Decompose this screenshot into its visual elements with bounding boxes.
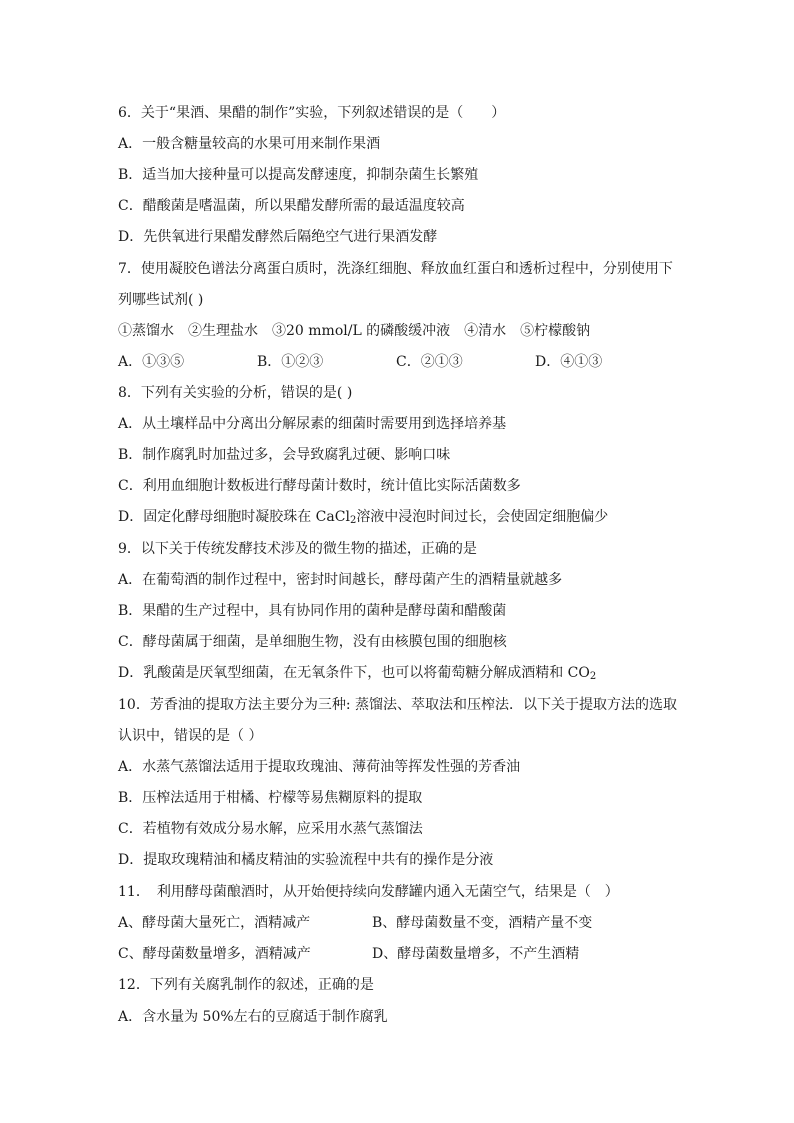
question-12-stem: 12．下列有关腐乳制作的叙述，正确的是 xyxy=(118,977,374,993)
question-7-option-c: C．②①③ xyxy=(396,354,463,370)
question-10-stem-line2: 认识中，错误的是（ ） xyxy=(118,728,263,744)
question-8-option-b: B．制作腐乳时加盐过多，会导致腐乳过硬、影响口味 xyxy=(118,447,451,463)
question-9-option-a: A．在葡萄酒的制作过程中，密封时间越长，酵母菌产生的酒精量就越多 xyxy=(118,572,563,588)
question-11-stem: 11． 利用酵母菌酿酒时，从开始便持续向发酵罐内通入无菌空气，结果是（ ） xyxy=(118,884,619,900)
question-10-stem-line1: 10．芳香油的提取方法主要分为三种: 蒸馏法、萃取法和压榨法．以下关于提取方法的选取 xyxy=(118,697,677,713)
question-11-option-b: B、酵母菌数量不变，酒精产量不变 xyxy=(372,915,593,931)
question-7-option-d: D．④①③ xyxy=(535,354,603,370)
question-7-option-a: A．①③⑤ xyxy=(118,354,185,370)
question-8-option-d xyxy=(118,507,608,527)
question-8-option-d-subscript: 2 xyxy=(349,515,357,526)
question-9-stem: 9．以下关于传统发酵技术涉及的微生物的描述，正确的是 xyxy=(118,541,477,557)
question-7-reagent-list: ①蒸馏水 ②生理盐水 ③20 mmol/L 的磷酸缓冲液 ④清水 ⑤柠檬酸钠 xyxy=(118,323,591,339)
question-10-option-c: C．若植物有效成分易水解，应采用水蒸气蒸馏法 xyxy=(118,821,423,837)
question-8-stem: 8．下列有关实验的分析，错误的是( ) xyxy=(118,385,353,401)
question-9-option-d-text: D．乳酸菌是厌氧型细菌，在无氧条件下，也可以将葡萄糖分解成酒精和 CO xyxy=(118,665,590,681)
question-6-option-d: D．先供氧进行果醋发酵然后隔绝空气进行果酒发酵 xyxy=(118,229,438,245)
question-8-option-d-text-start: D．固定化酵母细胞时凝胶珠在 CaCl xyxy=(118,509,350,525)
question-6-option-b: B．适当加大接种量可以提高发酵速度，抑制杂菌生长繁殖 xyxy=(118,167,479,183)
question-6-option-c: C．醋酸菌是嗜温菌，所以果醋发酵所需的最适温度较高 xyxy=(118,198,465,214)
question-6-option-a: A．一般含糖量较高的水果可用来制作果酒 xyxy=(118,136,381,152)
question-11-option-a: A、酵母菌大量死亡，酒精减产 xyxy=(118,915,311,931)
question-10-option-d: D．提取玫瑰精油和橘皮精油的实验流程中共有的操作是分液 xyxy=(118,852,494,868)
question-9-option-c: C．酵母菌属于细菌，是单细胞生物，没有由核膜包围的细胞核 xyxy=(118,634,507,650)
question-7-stem-line1: 7．使用凝胶色谱法分离蛋白质时，洗涤红细胞、释放血红蛋白和透析过程中，分别使用下 xyxy=(118,261,673,277)
question-8-option-a: A．从土壤样品中分离出分解尿素的细菌时需要用到选择培养基 xyxy=(118,416,507,432)
question-9-option-d-subscript: 2 xyxy=(589,671,597,682)
question-7-stem-line2: 列哪些试剂( ) xyxy=(118,292,204,308)
question-9-option-d xyxy=(118,663,596,683)
question-8-option-d-text-end: 溶液中浸泡时间过长，会使固定细胞偏少 xyxy=(356,509,609,525)
question-10-option-b: B．压榨法适用于柑橘、柠檬等易焦糊原料的提取 xyxy=(118,790,423,806)
question-8-option-c: C．利用血细胞计数板进行酵母菌计数时，统计值比实际活菌数多 xyxy=(118,478,521,494)
question-9-option-b: B．果醋的生产过程中，具有协同作用的菌种是酵母菌和醋酸菌 xyxy=(118,603,507,619)
question-7-option-b: B．①②③ xyxy=(257,354,324,370)
question-10-option-a: A．水蒸气蒸馏法适用于提取玫瑰油、薄荷油等挥发性强的芳香油 xyxy=(118,759,521,775)
question-11-option-d: D、酵母菌数量增多，不产生酒精 xyxy=(372,946,580,962)
question-6-stem: 6．关于“果酒、果醋的制作”实验，下列叙述错误的是（ ） xyxy=(118,105,506,121)
question-12-option-a: A．含水量为 50%左右的豆腐适于制作腐乳 xyxy=(118,1009,388,1025)
question-11-option-c: C、酵母菌数量增多，酒精减产 xyxy=(118,946,311,962)
